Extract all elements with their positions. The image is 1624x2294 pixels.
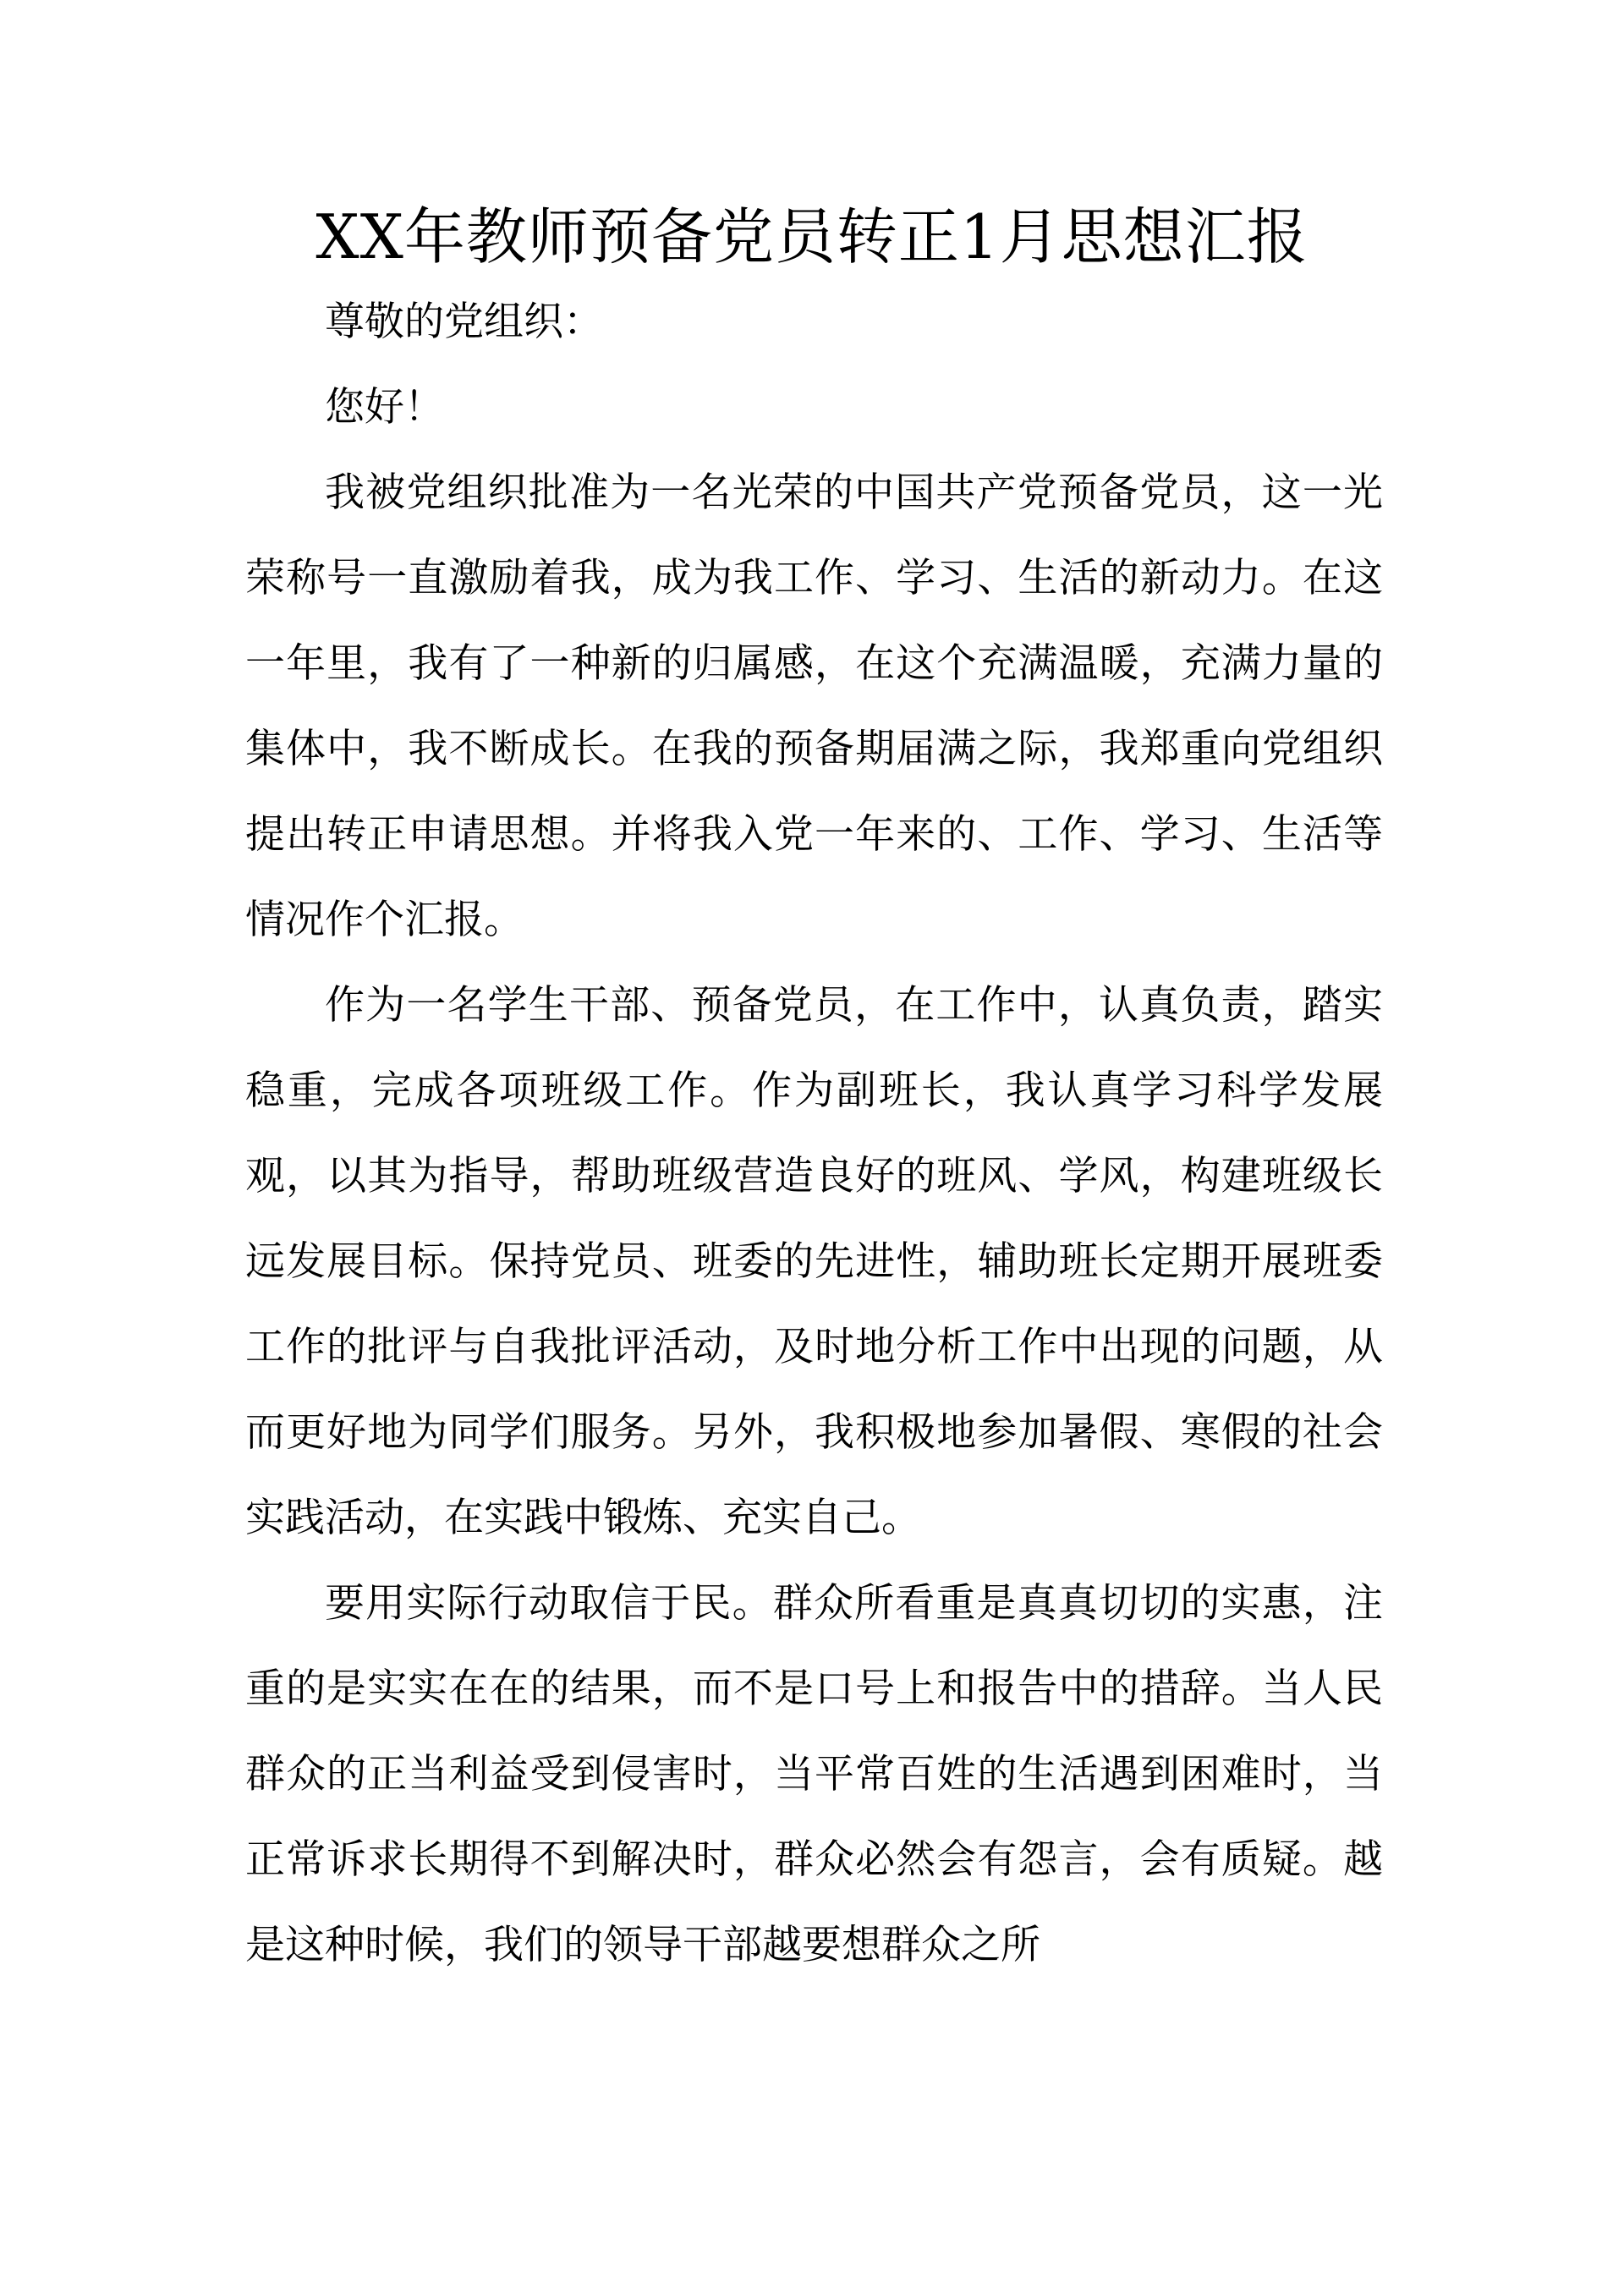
paragraph-3: 要用实际行动取信于民。群众所看重是真真切切的实惠，注重的是实实在在的结果，而不是口号上和报告中的措辞。当人民群众的正当利益受到侵害时，当平常百姓的生活遇到困难时，当正常诉求长期得不到解决时，群众必然会有怨言，会有质疑。越是这种时候，我们的领导干部越要想群众之所 [245, 1580, 1383, 1968]
document-body [245, 279, 1383, 1988]
paragraph-1: 我被党组织批准为一名光荣的中国共产党预备党员，这一光荣称号一直激励着我，成为我工作、学习、生活的新动力。在这一年里，我有了一种新的归属感，在这个充满温暖，充满力量的集体中，我不断成长。在我的预备期届满之际，我郑重向党组织提出转正申请思想。并将我入党一年来的、工作、学习、生活等情况作个汇报。 [245, 469, 1383, 943]
greeting: 您好！ [325, 384, 444, 431]
paragraph-2: 作为一名学生干部、预备党员，在工作中，认真负责，踏实稳重，完成各项班级工作。作为副班长，我认真学习科学发展观，以其为指导，帮助班级营造良好的班风、学风，构建班级长远发展目标。保持党员、班委的先进性，辅助班长定期开展班委工作的批评与自我批评活动，及时地分析工作中出现的问题，从而更好地为同学们服务。另外，我积极地参加暑假、寒假的社会实践活动，在实践中锻炼、充实自己。 [245, 982, 1383, 1541]
salutation: 尊敬的党组织： [325, 299, 603, 345]
document-title: XX年教师预备党员转正1月思想汇报 [315, 201, 1309, 272]
